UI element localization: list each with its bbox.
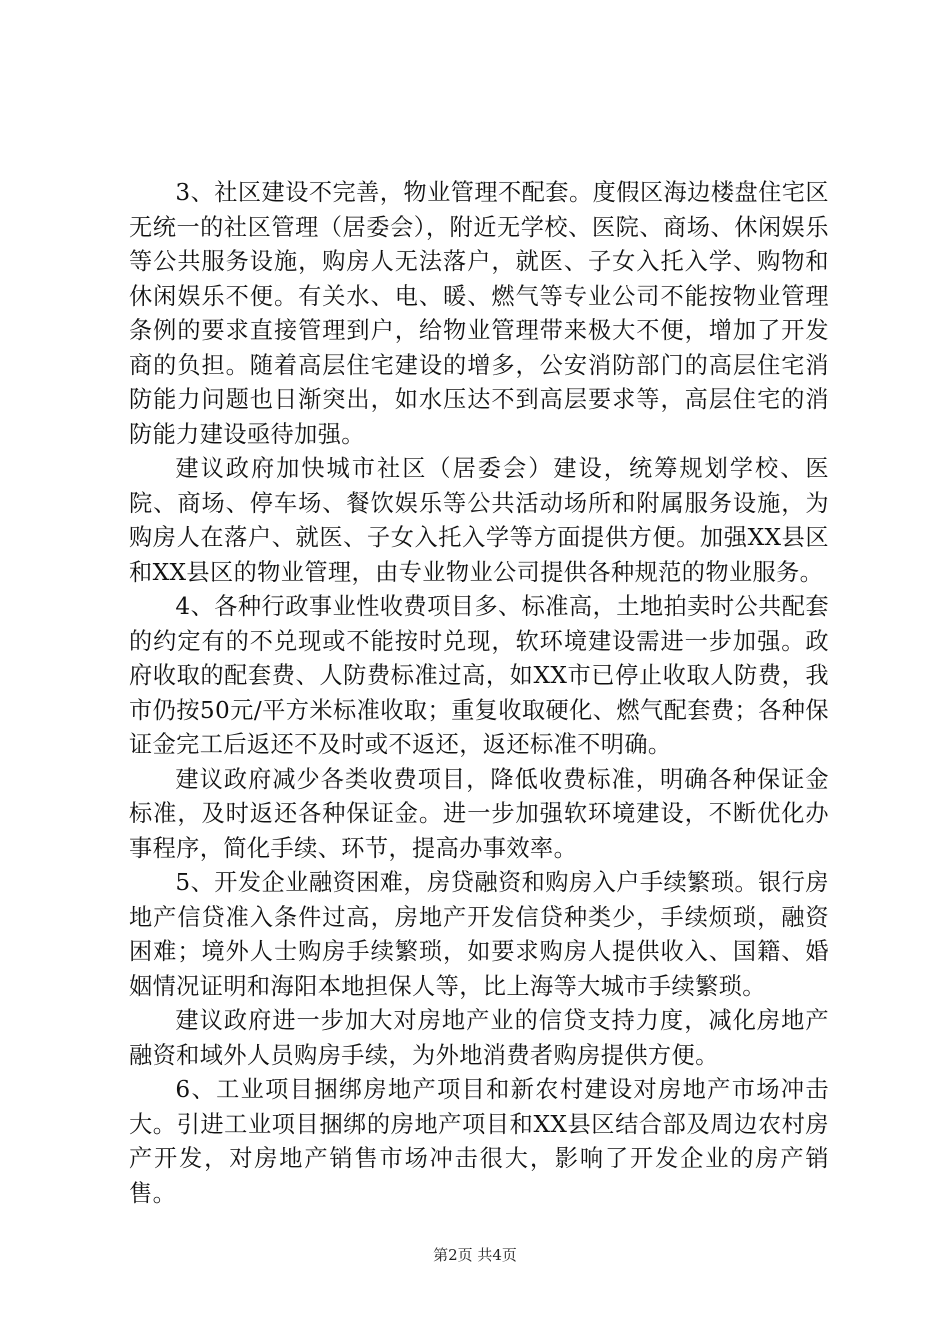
paragraph-financing-suggestion: 建议政府进一步加大对房地产业的信贷支持力度，减化房地产融资和域外人员购房手续，为外地消费者购房提供方便。 [129, 1007, 829, 1069]
paragraph-fees-suggestion: 建议政府减少各类收费项目，降低收费标准，明确各种保证金标准，及时返还各种保证金。进一步加强软环境建设，不断优化办事程序，简化手续、环节，提高办事效率。 [129, 765, 829, 862]
document-body [129, 176, 829, 1211]
paragraph-financing-issue: 5、开发企业融资困难，房贷融资和购房入户手续繁琐。银行房地产信贷准入条件过高，房地产开发信贷种类少，手续烦琐，融资困难；境外人士购房手续繁琐，如要求购房人提供收入、国籍、婚姻情况证明和海阳本地担保人等，比上海等大城市手续繁琐。 [129, 869, 829, 1000]
paragraph-industrial-issue: 6、工业项目捆绑房地产项目和新农村建设对房地产市场冲击大。引进工业项目捆绑的房地产项目和XX县区结合部及周边农村房产开发，对房地产销售市场冲击很大，影响了开发企业的房产销售。 [129, 1076, 829, 1207]
page-number-footer: 第2页 共4页 [433, 1246, 517, 1264]
paragraph-community-issue: 3、社区建设不完善，物业管理不配套。度假区海边楼盘住宅区无统一的社区管理（居委会），附近无学校、医院、商场、休闲娱乐等公共服务设施，购房人无法落户，就医、子女入托入学、购物和休闲娱乐不便。有关水、电、暖、燃气等专业公司不能按物业管理条例的要求直接管理到户，给物业管理带来极大不便，增加了开发商的负担。随着高层住宅建设的增多，公安消防部门的高层住宅消防能力问题也日渐突出，如水压达不到高层要求等，高层住宅的消防能力建设亟待加强。 [129, 179, 829, 448]
paragraph-community-suggestion: 建议政府加快城市社区（居委会）建设，统筹规划学校、医院、商场、停车场、餐饮娱乐等公共活动场所和附属服务设施，为购房人在落户、就医、子女入托入学等方面提供方便。加强XX县区和XX县区的物业管理，由专业物业公司提供各种规范的物业服务。 [129, 455, 829, 586]
paragraph-fees-issue: 4、各种行政事业性收费项目多、标准高，土地拍卖时公共配套的约定有的不兑现或不能按时兑现，软环境建设需进一步加强。政府收取的配套费、人防费标准过高，如XX市已停止收取人防费，我市仍按50元/平方米标准收取；重复收取硬化、燃气配套费；各种保证金完工后返还不及时或不返还，返还标准不明确。 [129, 593, 829, 758]
